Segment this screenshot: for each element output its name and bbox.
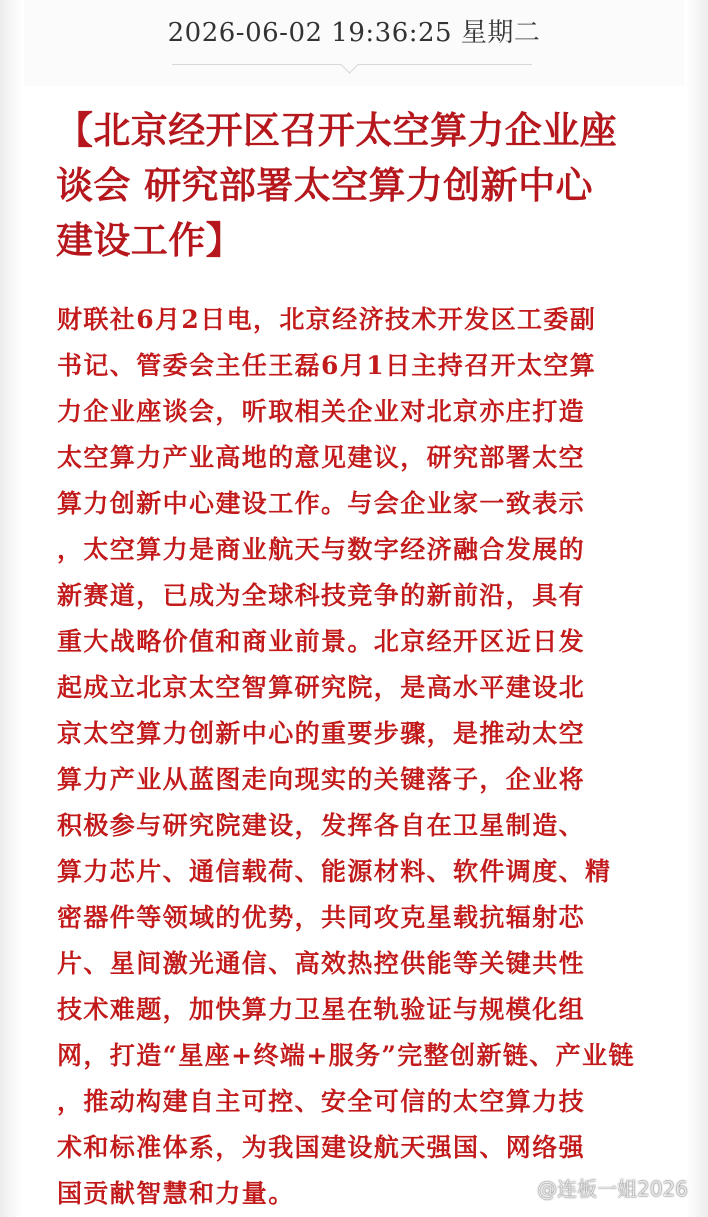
body-line: 术和标准体系，为我国建设航天强国、网络强 (57, 1133, 586, 1162)
body-line: 算力芯片、通信载荷、能源材料、软件调度、精 (57, 857, 612, 886)
body-line: 算力产业从蓝图走向现实的关键落子，企业将 (57, 765, 586, 794)
body-line: 算力创新中心建设工作。与会企业家一致表示 (57, 489, 586, 518)
body-line: 书记、管委会主任王磊6月1日主持召开太空算 (57, 351, 597, 380)
body-line: 片、星间激光通信、高效热控供能等关键共性 (57, 949, 586, 978)
body-line: 京太空算力创新中心的重要步骤，是推动太空 (57, 719, 586, 748)
body-line: 国贡献智慧和力量。 (57, 1179, 295, 1208)
body-line: 新赛道，已成为全球科技竞争的新前沿，具有 (57, 581, 586, 610)
body-line: 起成立北京太空智算研究院，是高水平建设北 (57, 673, 586, 702)
timestamp: 2026-06-02 19:36:25 星期二 (167, 18, 541, 48)
article-headline (56, 103, 656, 268)
body-line: 太空算力产业高地的意见建议，研究部署太空 (57, 443, 586, 472)
headline-line: 建设工作】 (56, 219, 243, 262)
body-line: 力企业座谈会，听取相关企业对北京亦庄打造 (57, 397, 586, 426)
body-line: 网，打造“星座+终端+服务”完整创新链、产业链 (57, 1041, 635, 1070)
body-line: 技术难题，加快算力卫星在轨验证与规模化组 (57, 995, 586, 1024)
watermark-text: @连板一姐2026 (537, 1177, 688, 1201)
body-line: ，太空算力是商业航天与数字经济融合发展的 (57, 535, 586, 564)
body-line: 财联社6月2日电，北京经济技术开发区工委副 (57, 305, 597, 334)
body-line: 积极参与研究院建设，发挥各自在卫星制造、 (57, 811, 586, 840)
body-line: 重大战略价值和商业前景。北京经开区近日发 (57, 627, 586, 656)
headline-line: 【北京经开区召开太空算力企业座 (56, 109, 617, 152)
article-body (57, 297, 655, 1217)
body-line: ，推动构建自主可控、安全可信的太空算力技 (57, 1087, 586, 1116)
watermark (507, 1173, 688, 1202)
headline-line: 谈会 研究部署太空算力创新中心 (56, 164, 593, 207)
weibo-icon (507, 1176, 531, 1200)
body-line: 密器件等领域的优势，共同攻克星载抗辐射芯 (57, 903, 586, 932)
